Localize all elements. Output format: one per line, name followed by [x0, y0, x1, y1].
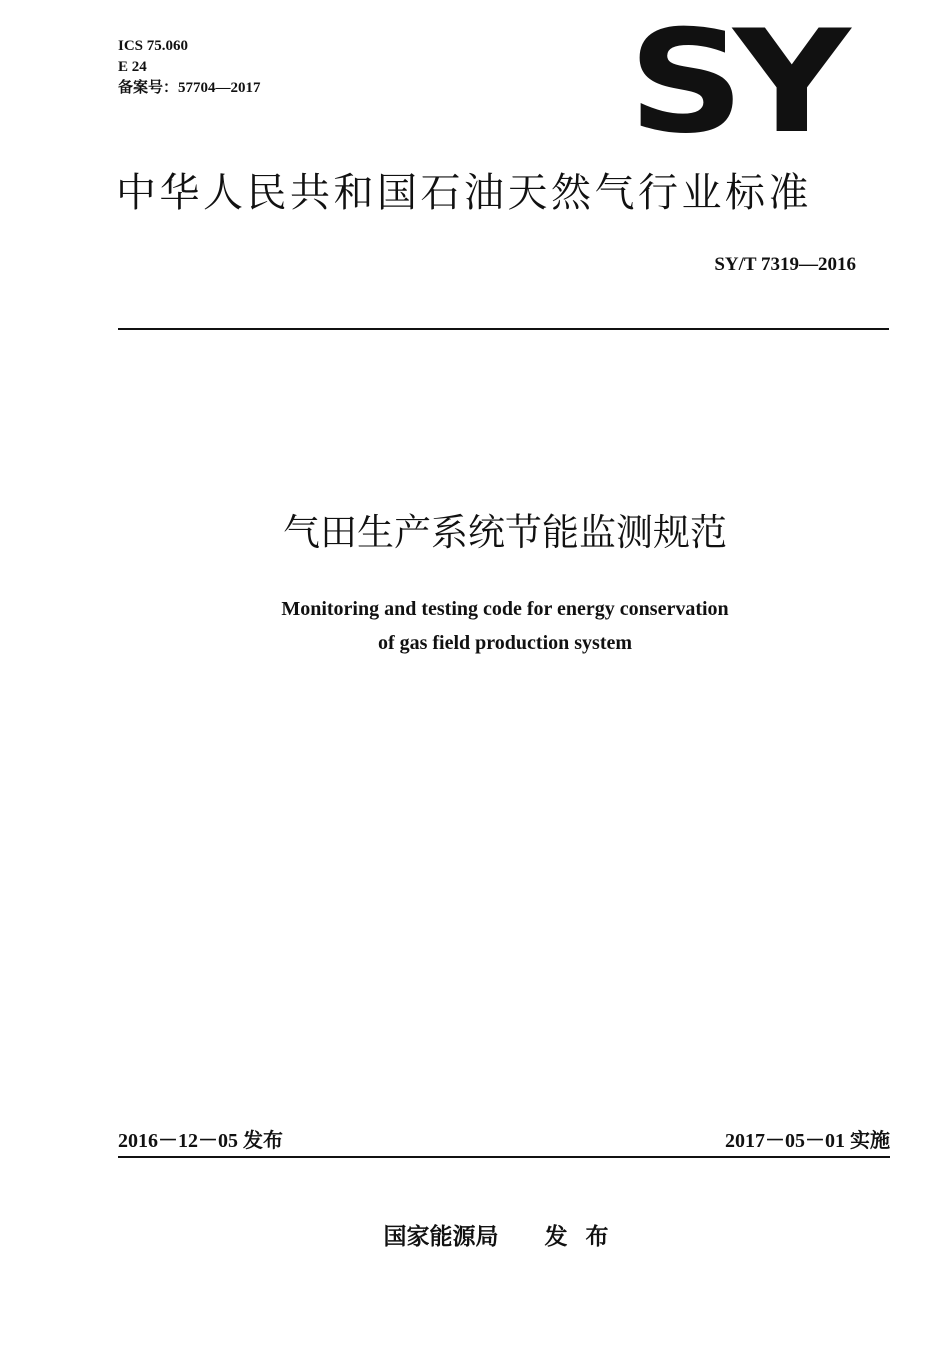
sy-logo [628, 0, 840, 165]
ics-code: ICS 75.060 [118, 38, 189, 54]
bottom-divider [118, 1156, 890, 1158]
standard-category-title: 中华人民共和国石油天然气行业标准 [116, 170, 812, 216]
logo-text: SY [628, 0, 840, 165]
issuer-name: 国家能源局 [383, 1224, 499, 1250]
classification-block [118, 36, 261, 99]
title-en-line-2: of gas field production system [377, 632, 633, 654]
top-divider [118, 328, 889, 330]
issuer-line [0, 1218, 950, 1251]
title-en-line-1: Monitoring and testing code for energy conservation [281, 598, 729, 620]
issuer-action: 发布 [544, 1224, 627, 1250]
record-number: 备案号：57704—2017 [118, 80, 261, 96]
effective-date: 2017－05－01 实施 [725, 1130, 890, 1152]
standard-code: SY/T 7319—2016 [714, 254, 856, 275]
issue-date: 2016－12－05 发布 [118, 1130, 283, 1152]
category-code: E 24 [118, 59, 147, 75]
document-title-en [0, 592, 950, 660]
document-title-cn: 气田生产系统节能监测规范 [283, 511, 727, 554]
